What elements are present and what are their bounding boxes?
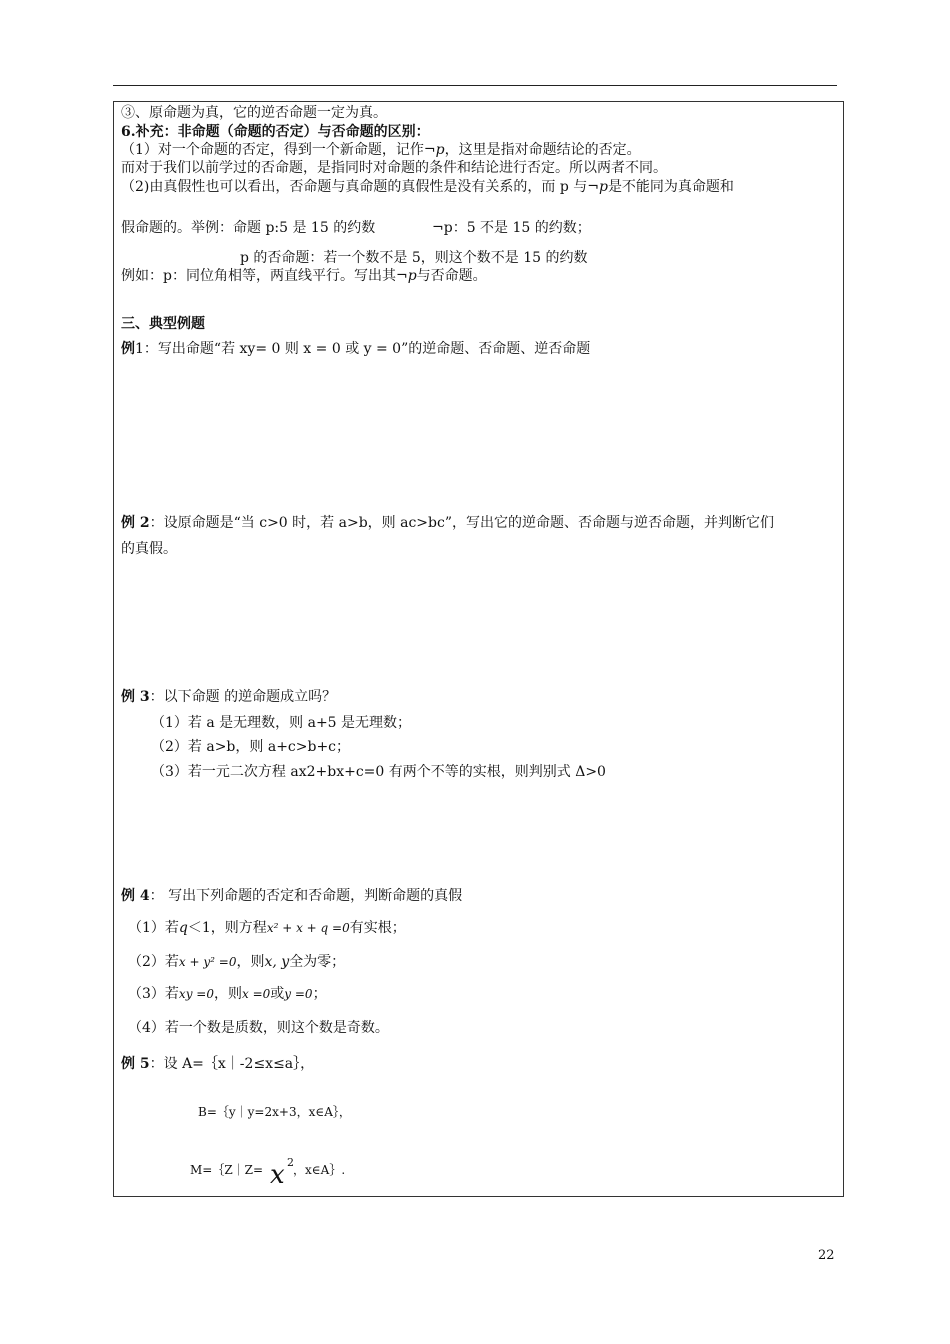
example-3-item-2: （2）若 a>b，则 a+c>b+c； [151, 739, 351, 755]
example-2-line-2: 的真假。 [121, 541, 177, 557]
section-3-heading: 三、典型例题 [121, 316, 205, 332]
example-4-item-4: （4）若一个数是质数，则这个数是奇数。 [128, 1020, 389, 1036]
text-line-7: p 的否命题：若一个数不是 5，则这个数不是 15 的约数 [240, 250, 588, 266]
text-line-4: 而对于我们以前学过的否命题，是指同时对命题的条件和结论进行否定。所以两者不同。 [121, 160, 667, 176]
example-5-set-m-b: ，x∈A｝. [293, 1163, 346, 1177]
page-number: 22 [818, 1248, 835, 1263]
subsection-6-heading: 6.补充：非命题（命题的否定）与否命题的区别： [121, 124, 430, 140]
example-3: 例 3：以下命题 的逆命题成立吗？ [121, 689, 337, 705]
example-3-item-3: （3）若一元二次方程 ax2+bx+c=0 有两个不等的实根，则判别式 Δ>0 [151, 764, 606, 780]
example-1: 例1：写出命题“若 xy= 0 则 x = 0 或 y = 0”的逆命题、否命题、逆否命题 [121, 341, 591, 357]
example-4: 例 4： 写出下列命题的否定和否命题，判断命题的真假 [121, 888, 463, 904]
example-4-item-3: （3）若xy =0，则x =0或y =0； [128, 986, 327, 1002]
example-4-item-1: （1）若q＜1，则方程x² + x + q =0有实根； [128, 920, 406, 936]
example-5-set-b: B=｛y｜y=2x+3，x∈A｝， [198, 1105, 351, 1119]
text-line-5: （2)由真假性也可以看出，否命题与真命题的真假性是没有关系的，而 p 与¬p是不能同为真命题和 [121, 179, 734, 195]
text-line-3: （1）对一个命题的否定，得到一个新命题，记作¬p，这里是指对命题结论的否定。 [121, 142, 641, 158]
header-rule [113, 85, 837, 86]
example-2-line-1: 例 2：设原命题是“当 c>0 时，若 a>b，则 ac>bc”，写出它的逆命题、否命题与逆否命题，并判断它们 [121, 515, 774, 531]
example-5: 例 5：设 A=｛x｜-2≤x≤a｝， [121, 1056, 315, 1072]
text-line-6b: ¬p：5 不是 15 的约数； [432, 220, 591, 236]
example-5-x-variable: x [270, 1160, 285, 1190]
text-line-8: 例如：p：同位角相等，两直线平行。写出其¬p与否命题。 [121, 268, 487, 284]
text-line-6a: 假命题的。举例：命题 p:5 是 15 的约数 [121, 220, 376, 236]
example-5-set-m-a: M=｛Z｜Z= [190, 1163, 264, 1177]
example-5-exponent: 2 [287, 1156, 294, 1169]
text-line-1: ③、原命题为真，它的逆否命题一定为真。 [121, 105, 387, 121]
example-4-item-2: （2）若x + y² =0，则x, y全为零； [128, 954, 346, 970]
example-3-item-1: （1）若 a 是无理数，则 a+5 是无理数； [151, 715, 412, 731]
